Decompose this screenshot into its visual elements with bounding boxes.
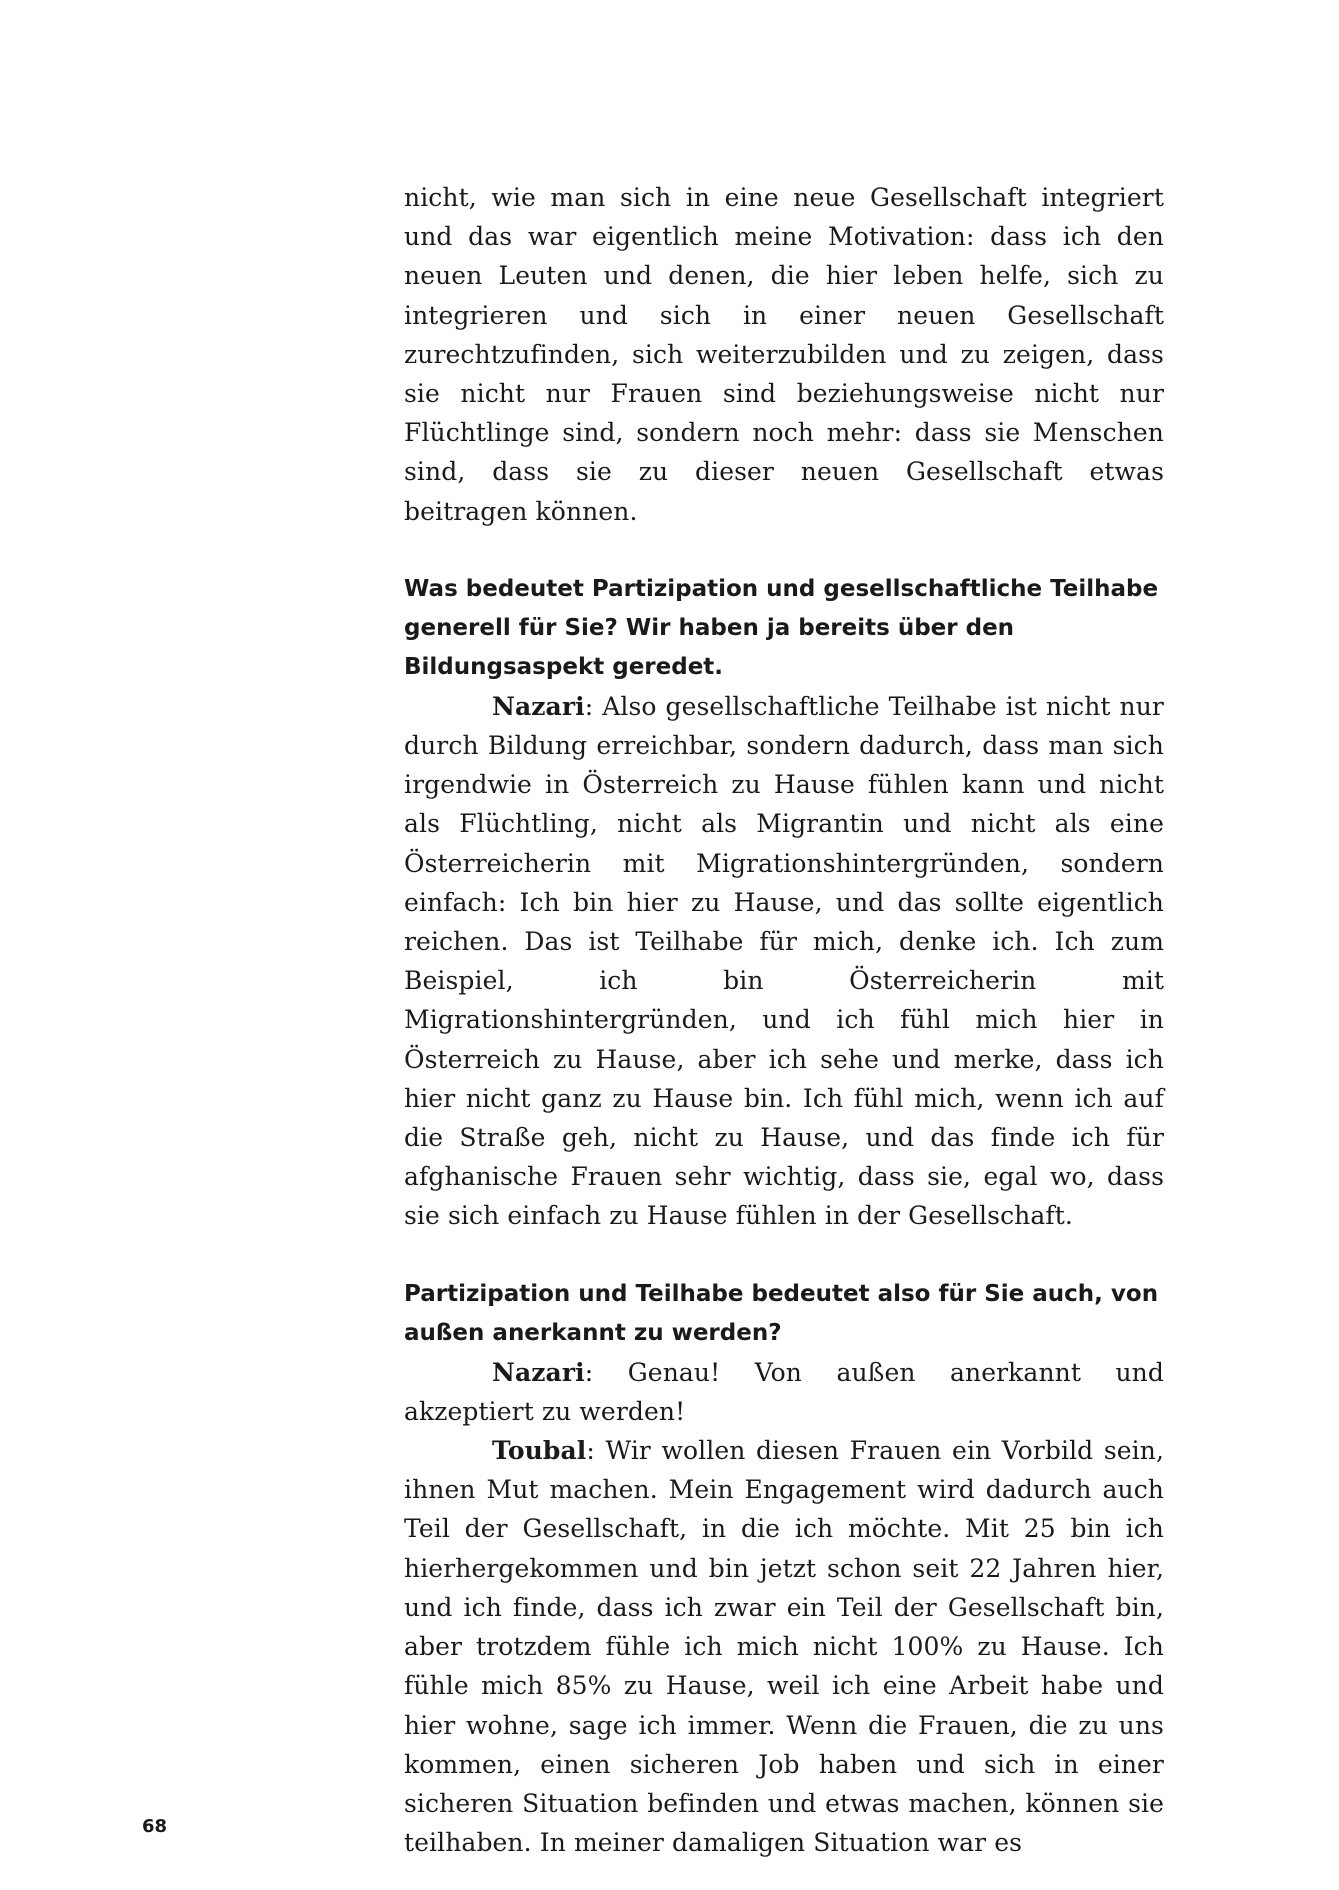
answer-text: : Wir wollen diesen Frauen ein Vorbild sein, ihnen Mut machen. Mein Engagement wird dadurch auch Teil der Gesellschaft, in die ich möchte. Mit 25 bin ich hierhergekommen und bin jetzt schon seit 22 Jahren hier, und ich finde, dass ich zwar ein Teil der Gesellschaft bin, aber trotzdem fühle ich mich nicht 100% zu Hause. Ich fühle mich 85% zu Hause, weil ich eine Arbeit habe und hier wohne, sage ich immer. Wenn die Frauen, die zu uns kommen, einen sicheren Job haben und sich in einer sicheren Situation befinden und etwas machen, können sie teilhaben. In meiner damaligen Situation war es (404, 1436, 1164, 1858)
interview-answer (404, 1353, 1164, 1431)
text-column (404, 178, 1164, 1862)
body-paragraph: nicht, wie man sich in eine neue Gesellschaft integriert und das war eigentlich meine Motivation: dass ich den neuen Leuten und denen, die hier leben helfe, sich zu integrieren und sich in einer neuen Gesellschaft zurechtzufinden, sich weiterzubilden und zu zeigen, dass sie nicht nur Frauen sind beziehungsweise nicht nur Flüchtlinge sind, sondern noch mehr: dass sie Menschen sind, dass sie zu dieser neuen Gesellschaft etwas beitragen können. (404, 183, 1164, 526)
interview-question: Was bedeutet Partizipation und gesellschaftliche Teilhabe generell für Sie? Wir haben ja bereits über den Bildungsaspekt geredet. (404, 575, 1159, 680)
speaker-name: Nazari (492, 691, 585, 721)
interview-question: Partizipation und Teilhabe bedeutet also für Sie auch, von außen anerkannt zu werden? (404, 1280, 1159, 1346)
speaker-name: Nazari (492, 1357, 585, 1387)
page-number: 68 (142, 1816, 168, 1837)
answer-text: : Genau! Von außen anerkannt und akzeptiert zu werden! (404, 1357, 1164, 1426)
interview-answer (404, 687, 1164, 1236)
speaker-name: Toubal (492, 1436, 587, 1466)
interview-answer (404, 1431, 1164, 1862)
answer-text: : Also gesellschaftliche Teilhabe ist nicht nur durch Bildung erreichbar, sondern dadurch, dass man sich irgendwie in Österreich zu Hause fühlen kann und nicht als Flüchtling, nicht als Migrantin und nicht als eine Österreicherin mit Migrationshintergründen, sondern einfach: Ich bin hier zu Hause, und das sollte eigentlich reichen. Das ist Teilhabe für mich, denke ich. Ich zum Beispiel, ich bin Österreicherin mit Migrationshintergründen, und ich fühl mich hier in Österreich zu Hause, aber ich sehe und merke, dass ich hier nicht ganz zu Hause bin. Ich fühl mich, wenn ich auf die Straße geh, nicht zu Hause, und das finde ich für afghanische Frauen sehr wichtig, dass sie, egal wo, dass sie sich einfach zu Hause fühlen in der Gesellschaft. (404, 691, 1164, 1231)
